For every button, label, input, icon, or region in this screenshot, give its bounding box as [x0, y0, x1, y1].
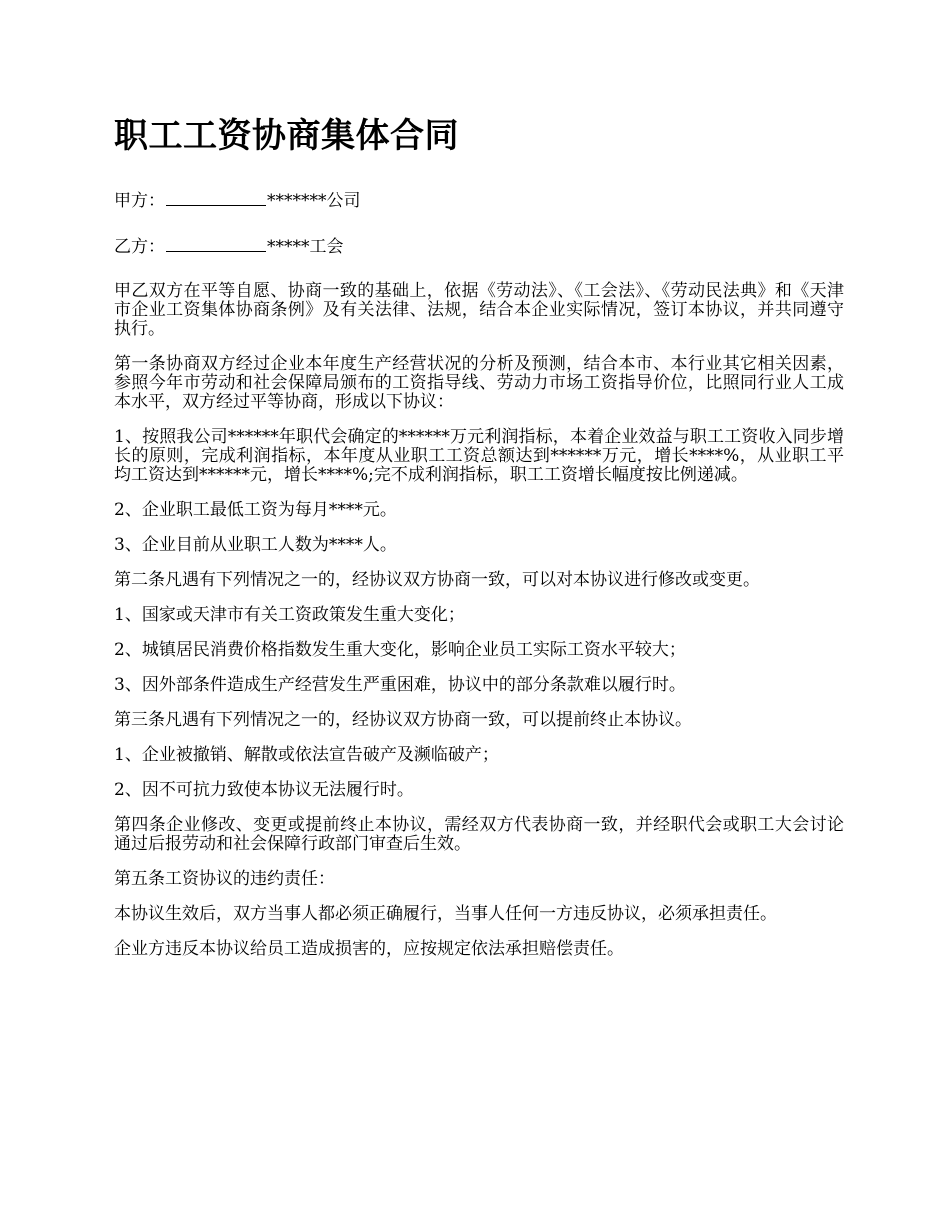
party-a-line: [114, 190, 844, 211]
party-a-blank: [166, 190, 266, 206]
article-2-item-2: 2、城镇居民消费价格指数发生重大变化，影响企业员工实际工资水平较大；: [114, 640, 686, 660]
article-2-paragraph: 第二条凡遇有下列情况之一的，经协议双方协商一致，可以对本协议进行修改或变更。: [114, 570, 760, 590]
article-5-item-2: 企业方违反本协议给员工造成损害的，应按规定依法承担赔偿责任。: [114, 939, 624, 959]
party-a-value: *******公司: [267, 191, 361, 211]
preamble-paragraph: 甲乙双方在平等自愿、协商一致的基础上，依据《劳动法》、《工会法》、《劳动民法典》和《天津市企业工资集体协商条例》及有关法律、法规，结合本企业实际情况，签订本协议，并共同遵守执行。: [114, 281, 844, 339]
article-1-item-2: 2、企业职工最低工资为每月****元。: [114, 500, 397, 520]
party-b-value: *****工会: [267, 237, 344, 257]
document-title: 职工工资协商集体合同: [114, 116, 459, 156]
article-2-item-3: 3、因外部条件造成生产经营发生严重困难，协议中的部分条款难以履行时。: [114, 675, 686, 695]
party-b-line: [114, 236, 844, 257]
party-a-label: 甲方：: [114, 191, 165, 211]
article-2-item-1: 1、国家或天津市有关工资政策发生重大变化；: [114, 605, 465, 625]
article-1-item-1: 1、按照我公司******年职代会确定的******万元利润指标，本着企业效益与职工工资收入同步增长的原则，完成利润指标，本年度从业职工工资总额达到******万元，增长****%，从业职工平均工资达到******元，增长****%;完不成利润指标，职工工资增长幅度按比例递减。: [114, 427, 844, 485]
article-3-paragraph: 第三条凡遇有下列情况之一的，经协议双方协商一致，可以提前终止本协议。: [114, 710, 692, 730]
article-3-item-2: 2、因不可抗力致使本协议无法履行时。: [114, 780, 414, 800]
party-b-label: 乙方：: [114, 237, 165, 257]
article-1-item-3: 3、企业目前从业职工人数为****人。: [114, 535, 397, 555]
party-b-blank: [166, 236, 266, 252]
article-4-paragraph: 第四条企业修改、变更或提前终止本协议，需经双方代表协商一致，并经职代会或职工大会讨论通过后报劳动和社会保障行政部门审查后生效。: [114, 815, 844, 854]
document-page: [114, 112, 844, 975]
article-5-item-1: 本协议生效后，双方当事人都必须正确履行，当事人任何一方违反协议，必须承担责任。: [114, 904, 777, 924]
article-5-paragraph: 第五条工资协议的违约责任：: [114, 869, 335, 889]
article-3-item-1: 1、企业被撤销、解散或依法宣告破产及濒临破产；: [114, 745, 499, 765]
article-1-paragraph: 第一条协商双方经过企业本年度生产经营状况的分析及预测，结合本市、本行业其它相关因素，参照今年市劳动和社会保障局颁布的工资指导线、劳动力市场工资指导价位，比照同行业人工成本水平，双方经过平等协商，形成以下协议：: [114, 354, 844, 412]
